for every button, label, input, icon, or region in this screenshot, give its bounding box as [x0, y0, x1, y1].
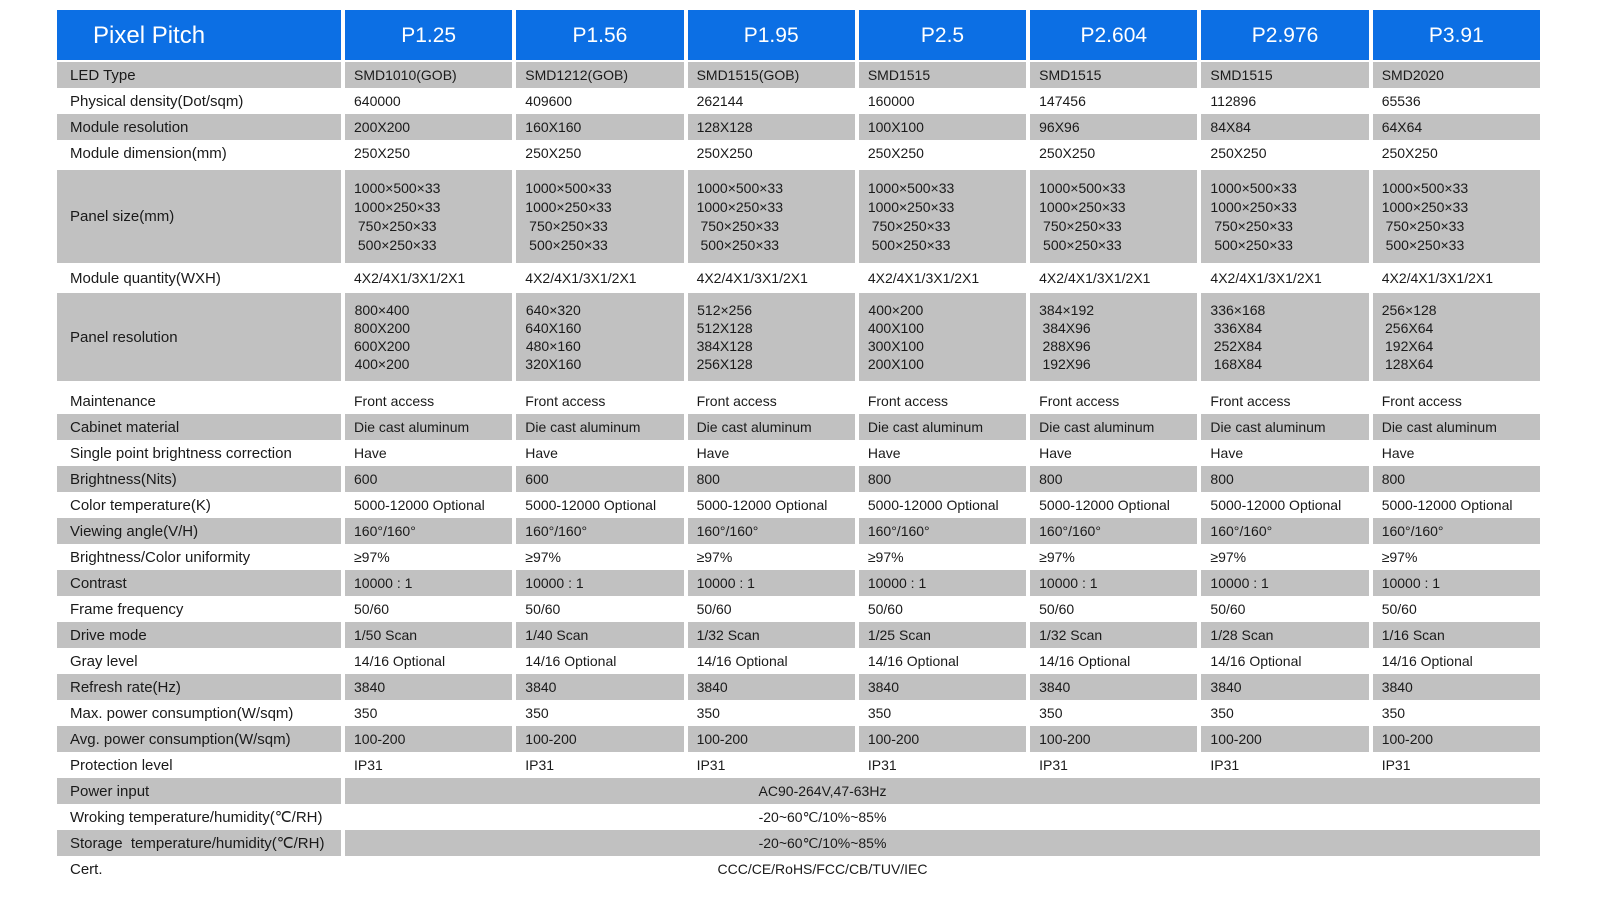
value-line: 192X96 [1042, 356, 1091, 372]
multiline-value [697, 301, 753, 373]
cell-value: 96X96 [1030, 114, 1197, 140]
cell-value: SMD2020 [1373, 62, 1540, 88]
cell-value: 350 [1210, 704, 1234, 721]
cell-value: 5000-12000 Optional [1039, 496, 1170, 513]
cell-value: 100X100 [859, 114, 1026, 140]
table-row [57, 140, 1540, 166]
cell-value: 262144 [696, 92, 744, 109]
cell-value: 4X2/4X1/3X1/2X1 [525, 269, 637, 286]
row-label: Viewing angle(V/H) [57, 518, 341, 544]
span-value: -20~60℃/10%~85% [345, 830, 1540, 856]
cell-value: 3840 [688, 674, 855, 700]
cell-value: 350 [696, 704, 720, 721]
value-line: 500×250×33 [1043, 236, 1122, 253]
cell-value: Have [1381, 444, 1415, 461]
cell-value: 4X2/4X1/3X1/2X1 [1381, 269, 1494, 286]
table-row [57, 544, 1540, 570]
cell-value: 800 [859, 466, 1026, 492]
value-line: 1000×250×33 [867, 198, 955, 215]
cell-value: 5000-12000 Optional [354, 496, 485, 513]
value-line: 512×256 [697, 302, 753, 318]
table-row [57, 88, 1540, 114]
cell-value [345, 170, 512, 263]
value-line: 192X64 [1385, 338, 1434, 354]
cell-value: 5000-12000 Optional [1381, 496, 1513, 513]
cell-value: IP31 [354, 756, 383, 773]
cell-value: ≥97% [867, 548, 904, 565]
cell-value: 100-200 [1373, 726, 1540, 752]
cell-value: 100-200 [1201, 726, 1368, 752]
cell-value: 50/60 [867, 600, 903, 617]
cell-value: Die cast aluminum [1201, 414, 1368, 440]
row-label: Module resolution [57, 114, 341, 140]
row-label: Brightness(Nits) [57, 466, 341, 492]
value-line: 500×250×33 [871, 236, 951, 253]
table-row [57, 414, 1540, 440]
row-label: Single point brightness correction [70, 444, 292, 462]
value-line: 500×250×33 [1385, 236, 1465, 253]
cell-value: 10000 : 1 [1373, 570, 1540, 596]
value-line: 384X96 [1042, 320, 1091, 336]
cell-value: 4X2/4X1/3X1/2X1 [1210, 269, 1322, 286]
cell-value: 250X250 [867, 144, 924, 161]
cell-value: 3840 [859, 674, 1026, 700]
table-row [57, 752, 1540, 778]
value-line: 1000×250×33 [354, 198, 441, 215]
column-header: P2.5 [859, 10, 1026, 60]
cell-value: 3840 [1030, 674, 1197, 700]
cell-value [1030, 170, 1197, 263]
cell-value: 5000-12000 Optional [696, 496, 828, 513]
cell-value [1030, 293, 1197, 381]
value-line: 600X200 [354, 338, 411, 354]
value-line: 1000×250×33 [1381, 198, 1469, 215]
row-label: Panel size(mm) [57, 170, 341, 263]
cell-value: Have [696, 444, 730, 461]
cell-value: Have [1039, 444, 1072, 461]
cell-value: 5000-12000 Optional [525, 496, 657, 513]
cell-value: 14/16 Optional [525, 652, 617, 669]
value-line: 252X84 [1213, 338, 1263, 354]
value-line: 384X128 [696, 338, 753, 354]
cell-value: 14/16 Optional [354, 652, 446, 669]
span-value: CCC/CE/RoHS/FCC/CB/TUV/IEC [717, 860, 928, 877]
row-label: Protection level [70, 756, 173, 774]
cell-value: 250X250 [354, 144, 411, 161]
row-label: Drive mode [57, 622, 341, 648]
multiline-value [1382, 301, 1437, 373]
cell-value: Front access [354, 392, 435, 409]
value-line: 640X160 [525, 320, 582, 336]
table-row [57, 622, 1540, 648]
cell-value: 600 [516, 466, 683, 492]
row-label: Maintenance [70, 392, 156, 410]
cell-value: 10000 : 1 [859, 570, 1026, 596]
value-line: 500×250×33 [1214, 236, 1293, 253]
value-line: 1000×250×33 [1039, 198, 1126, 215]
table-row [57, 570, 1540, 596]
value-line: 256X64 [1385, 320, 1434, 336]
cell-value: 5000-12000 Optional [867, 496, 999, 513]
row-label: Physical density(Dot/sqm) [70, 92, 244, 110]
cell-value: 65536 [1381, 92, 1421, 109]
cell-value [1201, 170, 1368, 263]
cell-value: IP31 [696, 756, 726, 773]
multiline-value [1382, 179, 1468, 255]
cell-value: 160°/160° [1201, 518, 1368, 544]
value-line: 1000×500×33 [525, 179, 612, 196]
value-line: 400×200 [868, 302, 924, 318]
cell-value: Die cast aluminum [688, 414, 855, 440]
row-label: Avg. power consumption(W/sqm) [57, 726, 341, 752]
value-line: 384×192 [1039, 302, 1095, 318]
cell-value: 250X250 [1381, 144, 1438, 161]
value-line: 1000×250×33 [525, 198, 612, 215]
column-header: P1.56 [516, 10, 683, 60]
cell-value: Front access [1039, 392, 1120, 409]
spec-table [57, 10, 1540, 882]
value-line: 500×250×33 [700, 236, 780, 253]
value-line: 256×128 [1381, 302, 1437, 318]
value-line: 1000×250×33 [696, 198, 783, 215]
value-line: 168X84 [1213, 356, 1263, 372]
row-label: Panel resolution [57, 293, 341, 381]
table-row [57, 830, 1540, 856]
cell-value [1373, 293, 1540, 381]
multiline-value [697, 179, 783, 255]
value-line: 750×250×33 [871, 217, 951, 234]
column-header: P2.976 [1201, 10, 1368, 60]
cell-value: ≥97% [525, 548, 561, 565]
cell-value: 14/16 Optional [867, 652, 959, 669]
column-header: P1.25 [345, 10, 512, 60]
row-label: Module quantity(WXH) [70, 269, 221, 287]
value-line: 480×160 [525, 338, 581, 354]
cell-value: 250X250 [1039, 144, 1096, 161]
value-line: 500×250×33 [357, 236, 437, 253]
cell-value: 800 [1201, 466, 1368, 492]
row-label: Cabinet material [57, 414, 341, 440]
multiline-value [1210, 179, 1296, 255]
value-line: 128X64 [1385, 356, 1434, 372]
value-line: 1000×250×33 [1210, 198, 1297, 215]
cell-value: 160°/160° [688, 518, 855, 544]
cell-value: 250X250 [525, 144, 582, 161]
table-row [57, 466, 1540, 492]
cell-value: 250X250 [1210, 144, 1267, 161]
table-row [57, 492, 1540, 518]
cell-value: 800 [1030, 466, 1197, 492]
cell-value: Die cast aluminum [859, 414, 1026, 440]
pixel-pitch-header: Pixel Pitch [57, 10, 341, 60]
column-header: P3.91 [1373, 10, 1540, 60]
cell-value: 64X64 [1373, 114, 1540, 140]
value-line: 800X200 [354, 320, 411, 336]
cell-value: Have [1210, 444, 1244, 461]
cell-value: 84X84 [1201, 114, 1368, 140]
cell-value: 160000 [867, 92, 915, 109]
table-row [57, 596, 1540, 622]
cell-value: Front access [867, 392, 948, 409]
table-body [57, 62, 1540, 882]
cell-value: 160X160 [516, 114, 683, 140]
cell-value: 100-200 [1030, 726, 1197, 752]
cell-value: Front access [1210, 392, 1291, 409]
cell-value: 160°/160° [345, 518, 512, 544]
value-line: 1000×500×33 [354, 179, 441, 196]
value-line: 750×250×33 [1385, 217, 1465, 234]
cell-value: IP31 [1381, 756, 1411, 773]
row-label: Storage temperature/humidity(℃/RH) [57, 830, 341, 856]
cell-value: 10000 : 1 [1030, 570, 1197, 596]
cell-value: 600 [345, 466, 512, 492]
multiline-value [354, 301, 410, 373]
multiline-value [525, 179, 611, 255]
cell-value: Die cast aluminum [1030, 414, 1197, 440]
value-line: 256X128 [696, 356, 753, 372]
cell-value: 1/16 Scan [1373, 622, 1540, 648]
cell-value: 128X128 [688, 114, 855, 140]
column-header: P2.604 [1030, 10, 1197, 60]
cell-value: 112896 [1210, 92, 1257, 109]
cell-value: 350 [1039, 704, 1063, 721]
cell-value: 14/16 Optional [696, 652, 788, 669]
table-row [57, 440, 1540, 466]
value-line: 1000×500×33 [1039, 179, 1126, 196]
cell-value: 4X2/4X1/3X1/2X1 [867, 269, 980, 286]
cell-value: SMD1515 [1201, 62, 1368, 88]
cell-value: ≥97% [1039, 548, 1075, 565]
cell-value: 160°/160° [516, 518, 683, 544]
value-line: 750×250×33 [700, 217, 780, 234]
cell-value: IP31 [1039, 756, 1068, 773]
row-label: Refresh rate(Hz) [57, 674, 341, 700]
span-value: AC90-264V,47-63Hz [345, 778, 1540, 804]
cell-value: ≥97% [1381, 548, 1418, 565]
value-line: 320X160 [525, 356, 582, 372]
cell-value: 50/60 [1381, 600, 1417, 617]
table-row [57, 170, 1540, 263]
cell-value: 3840 [516, 674, 683, 700]
cell-value: 10000 : 1 [688, 570, 855, 596]
cell-value: IP31 [1210, 756, 1240, 773]
cell-value [516, 293, 683, 381]
value-line: 1000×500×33 [1381, 179, 1469, 196]
cell-value: 14/16 Optional [1039, 652, 1131, 669]
cell-value: 10000 : 1 [345, 570, 512, 596]
table-row [57, 856, 1540, 882]
column-header: P1.95 [688, 10, 855, 60]
cell-value: 3840 [345, 674, 512, 700]
cell-value: Have [867, 444, 901, 461]
value-line: 800×400 [354, 302, 410, 318]
value-line: 750×250×33 [529, 217, 608, 234]
multiline-value [868, 301, 924, 373]
cell-value: 50/60 [1039, 600, 1075, 617]
cell-value: 1/32 Scan [1030, 622, 1197, 648]
cell-value [1201, 293, 1368, 381]
table-row [57, 263, 1540, 293]
cell-value: IP31 [867, 756, 897, 773]
cell-value: SMD1212(GOB) [516, 62, 683, 88]
cell-value: SMD1515 [1030, 62, 1197, 88]
cell-value: Front access [525, 392, 606, 409]
table-row [57, 62, 1540, 88]
table-row [57, 648, 1540, 674]
cell-value: 14/16 Optional [1210, 652, 1302, 669]
row-label: Brightness/Color uniformity [70, 548, 251, 566]
value-line: 750×250×33 [357, 217, 437, 234]
cell-value: Have [354, 444, 387, 461]
row-label: Max. power consumption(W/sqm) [70, 704, 294, 722]
cell-value: 1/50 Scan [345, 622, 512, 648]
value-line: 500×250×33 [529, 236, 608, 253]
cell-value: 3840 [1201, 674, 1368, 700]
value-line: 750×250×33 [1214, 217, 1293, 234]
cell-value: 3840 [1373, 674, 1540, 700]
value-line: 300X100 [867, 338, 924, 354]
cell-value: 200X200 [345, 114, 512, 140]
value-line: 400×200 [354, 356, 410, 372]
value-line: 400X100 [867, 320, 924, 336]
cell-value: 10000 : 1 [1201, 570, 1368, 596]
cell-value: 1/25 Scan [859, 622, 1026, 648]
cell-value: ≥97% [696, 548, 733, 565]
cell-value [688, 293, 855, 381]
cell-value: 160°/160° [1030, 518, 1197, 544]
row-label: Module dimension(mm) [70, 144, 227, 162]
cell-value: 4X2/4X1/3X1/2X1 [1039, 269, 1151, 286]
cell-value: ≥97% [1210, 548, 1247, 565]
table-row [57, 804, 1540, 830]
row-label: Power input [57, 778, 341, 804]
cell-value: 1/32 Scan [688, 622, 855, 648]
cell-value: 4X2/4X1/3X1/2X1 [354, 269, 466, 286]
cell-value: 160°/160° [1373, 518, 1540, 544]
table-row [57, 518, 1540, 544]
cell-value: 160°/160° [859, 518, 1026, 544]
value-line: 200X100 [867, 356, 924, 372]
cell-value: 1/28 Scan [1201, 622, 1368, 648]
header-row [57, 10, 1540, 60]
table-row [57, 388, 1540, 414]
row-label: Gray level [70, 652, 138, 670]
table-row [57, 700, 1540, 726]
multiline-value [1210, 301, 1265, 373]
cell-value: 50/60 [354, 600, 390, 617]
table-row [57, 114, 1540, 140]
multiline-value [1039, 179, 1125, 255]
cell-value: 250X250 [696, 144, 753, 161]
cell-value: 5000-12000 Optional [1210, 496, 1342, 513]
cell-value: SMD1515(GOB) [688, 62, 855, 88]
row-label: Contrast [57, 570, 341, 596]
row-label: Color temperature(K) [70, 496, 211, 514]
value-line: 336×168 [1210, 302, 1266, 318]
cell-value: 640000 [354, 92, 401, 109]
cell-value: 4X2/4X1/3X1/2X1 [696, 269, 808, 286]
cell-value [516, 170, 683, 263]
table-row [57, 778, 1540, 804]
multiline-value [354, 179, 440, 255]
cell-value [345, 293, 512, 381]
cell-value: Have [525, 444, 558, 461]
cell-value: 350 [1381, 704, 1406, 721]
value-line: 750×250×33 [1043, 217, 1122, 234]
multiline-value [868, 179, 954, 255]
cell-value: 800 [688, 466, 855, 492]
cell-value: Front access [1381, 392, 1462, 409]
cell-value: Die cast aluminum [345, 414, 512, 440]
cell-value: 100-200 [688, 726, 855, 752]
cell-value: 1/40 Scan [516, 622, 683, 648]
cell-value: Front access [696, 392, 777, 409]
cell-value: Die cast aluminum [1373, 414, 1540, 440]
cell-value: SMD1010(GOB) [345, 62, 512, 88]
cell-value: ≥97% [354, 548, 390, 565]
value-line: 336X84 [1213, 320, 1263, 336]
value-line: 1000×500×33 [1210, 179, 1297, 196]
value-line: 1000×500×33 [867, 179, 955, 196]
cell-value [859, 293, 1026, 381]
row-label: LED Type [57, 62, 341, 88]
cell-value: IP31 [525, 756, 555, 773]
cell-value: 100-200 [859, 726, 1026, 752]
value-line: 512X128 [696, 320, 753, 336]
cell-value: 50/60 [525, 600, 561, 617]
cell-value: 10000 : 1 [516, 570, 683, 596]
cell-value [859, 170, 1026, 263]
cell-value: 409600 [525, 92, 572, 109]
cell-value [1373, 170, 1540, 263]
value-line: 640×320 [525, 302, 581, 318]
table-row [57, 293, 1540, 381]
value-line: 288X96 [1042, 338, 1091, 354]
table-row [57, 726, 1540, 752]
row-label: Cert. [70, 860, 103, 878]
cell-value: SMD1515 [859, 62, 1026, 88]
cell-value: Die cast aluminum [516, 414, 683, 440]
span-value: -20~60℃/10%~85% [758, 808, 887, 825]
cell-value: 50/60 [696, 600, 732, 617]
cell-value: 14/16 Optional [1381, 652, 1473, 669]
cell-value [688, 170, 855, 263]
multiline-value [525, 301, 581, 373]
cell-value: 800 [1373, 466, 1540, 492]
cell-value: 350 [867, 704, 892, 721]
cell-value: 100-200 [345, 726, 512, 752]
multiline-value [1039, 301, 1094, 373]
cell-value: 350 [525, 704, 549, 721]
table-row [57, 674, 1540, 700]
cell-value: 100-200 [516, 726, 683, 752]
value-line: 1000×500×33 [696, 179, 783, 196]
cell-value: 147456 [1039, 92, 1086, 109]
row-label: Frame frequency [70, 600, 184, 618]
cell-value: 50/60 [1210, 600, 1246, 617]
cell-value: 350 [354, 704, 378, 721]
row-label: Wroking temperature/humidity(℃/RH) [70, 808, 323, 826]
